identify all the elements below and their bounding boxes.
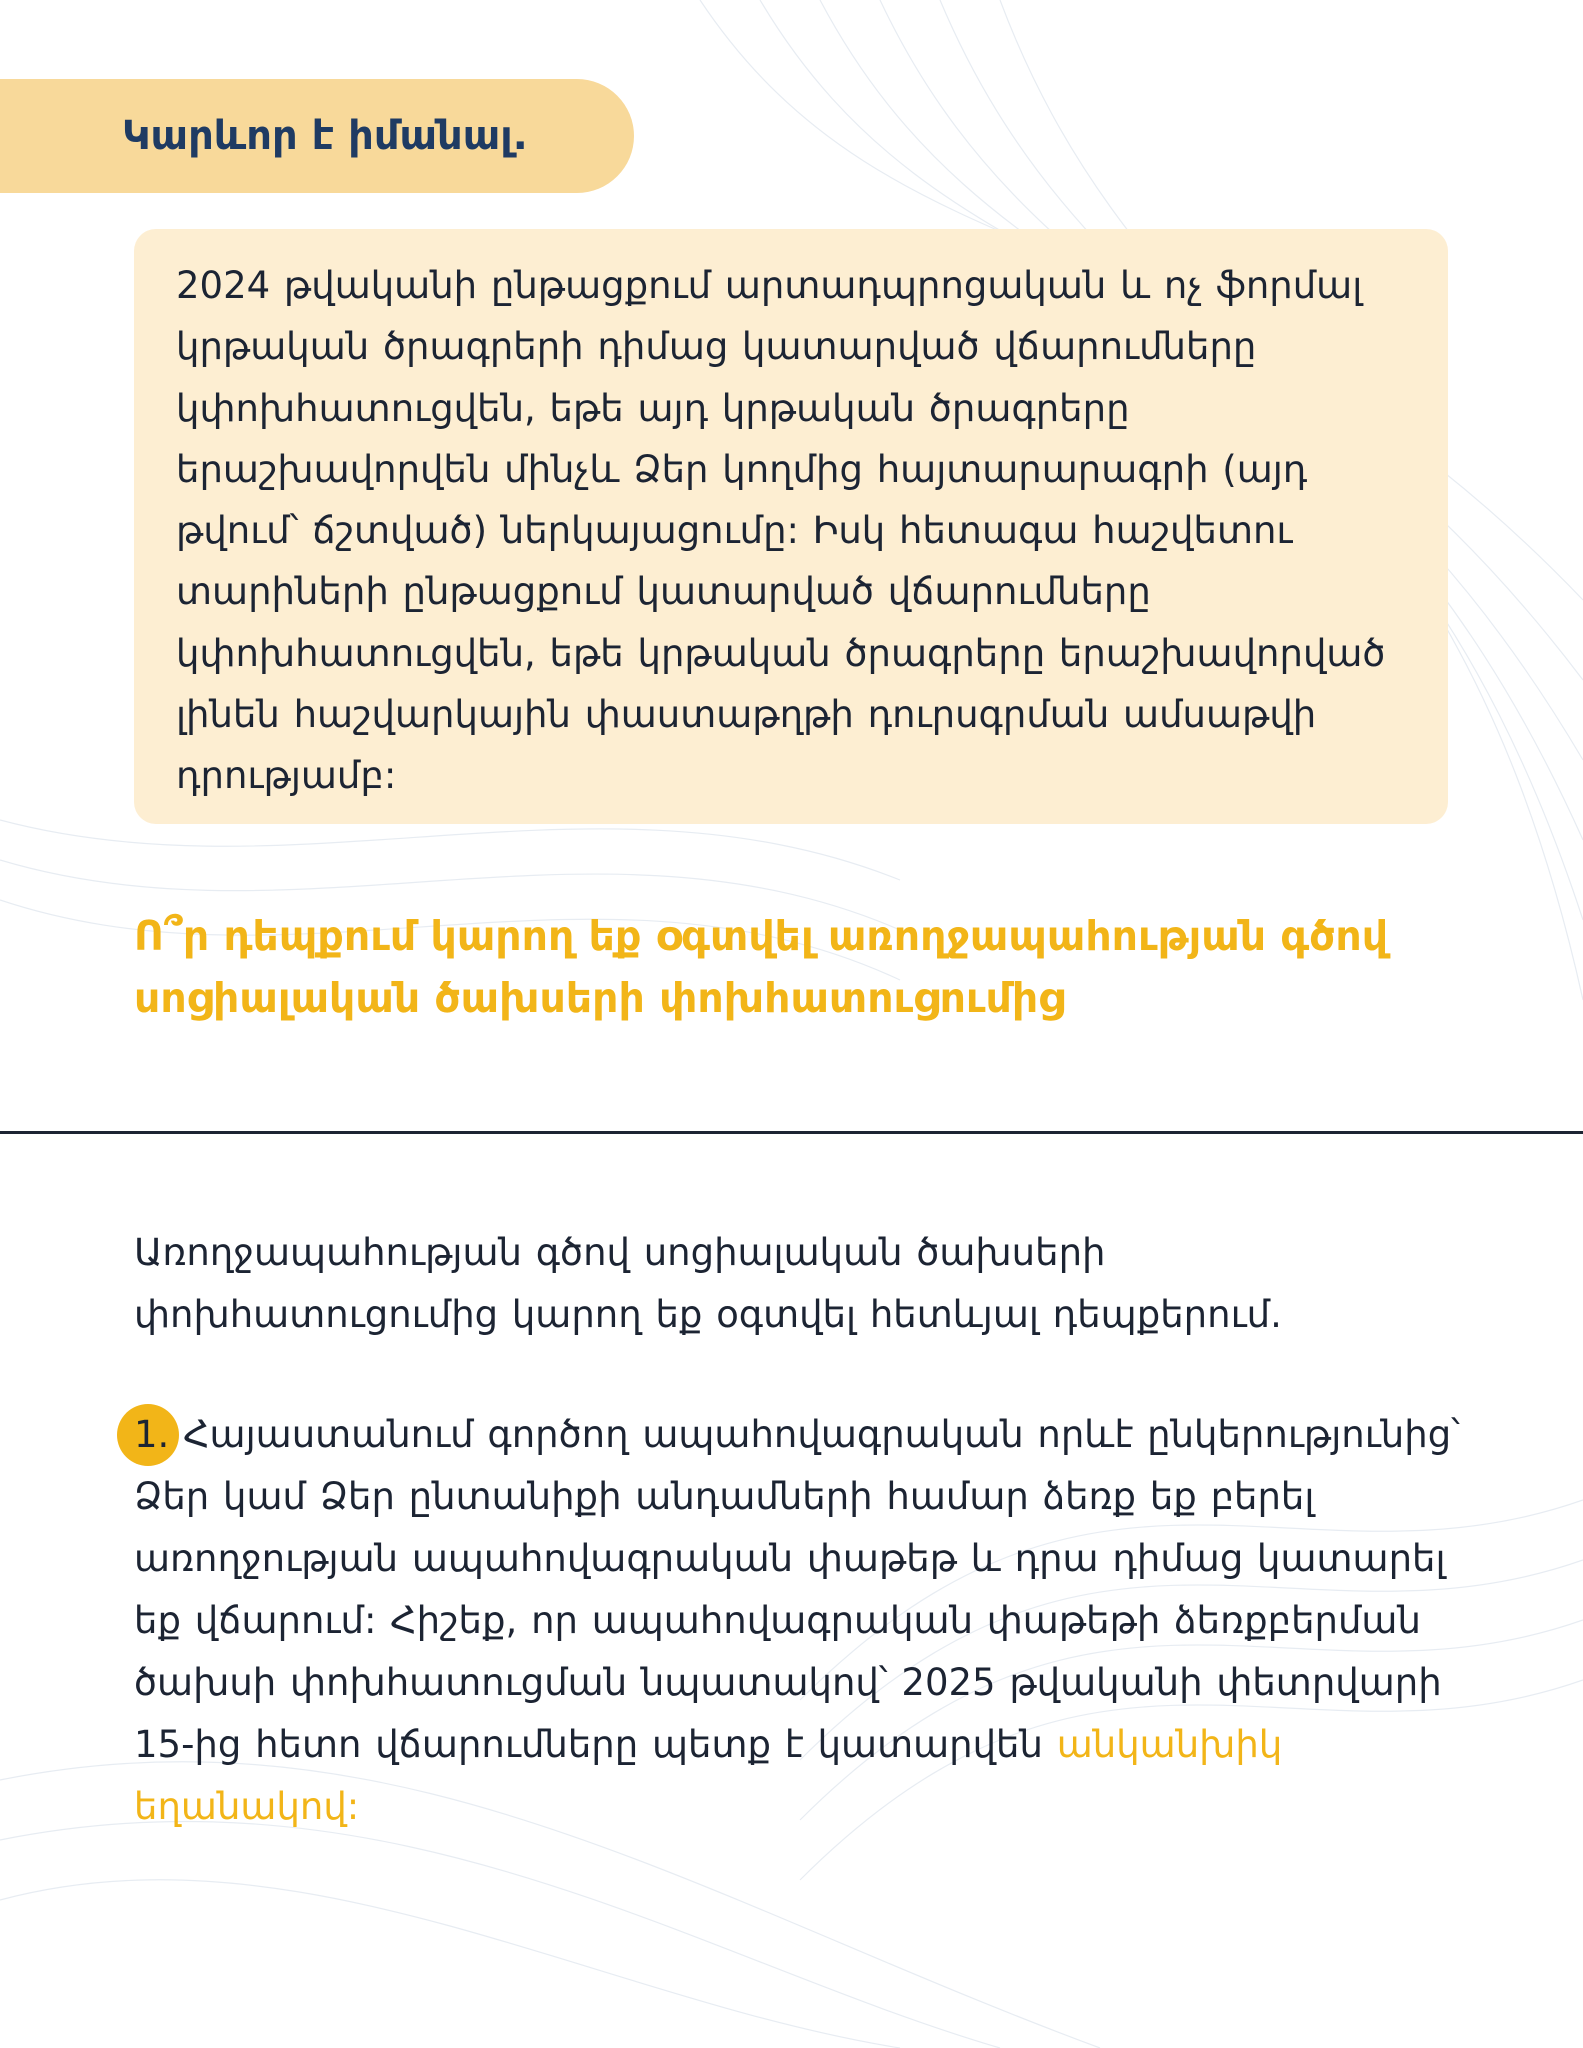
list-item: [134, 1404, 1464, 1838]
banner-title: Կարևոր է իմանալ.: [122, 113, 528, 159]
note-text: 2024 թվականի ընթացքում արտադպրոցական և ոչ ֆորմալ կրթական ծրագրերի դիմաց կատարված վճարումները կփոխհատուցվեն, եթե այդ կրթական ծրագրերը երաշխավորվեն մինչև Ձեր կողմից հայտարարագրի (այդ թվում՝ ճշտված) ներկայացումը: Իսկ հետագա հաշվետու տարիների ընթացքում կատարված վճարումները կփոխհատուցվեն, եթե կրթական ծրագրերը երաշխավորված լինեն հաշվարկային փաստաթղթի դուրսգրման ամսաթվի դրությամբ:: [176, 264, 1386, 798]
list-item-text: [134, 1404, 1464, 1838]
important-banner: [0, 79, 634, 193]
item-body: Հայաստանում գործող ապահովագրական որևէ ընկերությունից՝ Ձեր կամ Ձեր ընտանիքի անդամների համար ձեռք եք բերել առողջության ապահովագրական փաթեթ և դրա դիմաց կատարել եք վճարում: Հիշեք, որ ապահովագրական փաթեթի ձեռքբերման ծախսի փոխհատուցման նպատակով՝ 2025 թվականի փետրվարի 15-ից հետո վճարումները պետք է կատարվեն: [134, 1413, 1460, 1766]
section-intro: Առողջապահության գծով սոցիալական ծախսերի փոխհատուցումից կարող եք օգտվել հետևյալ դեպքերում.: [134, 1231, 1282, 1336]
section-divider: [0, 1131, 1583, 1134]
item-number: 1.: [134, 1413, 170, 1456]
note-box: [134, 229, 1448, 824]
section-heading: Ո՞ր դեպքում կարող եք օգտվել առողջապահության գծով սոցիալական ծախսերի փոխհատուցումից: [134, 912, 1389, 1022]
item-highlight: անկանխիկ եղանակով:: [134, 1723, 1283, 1828]
